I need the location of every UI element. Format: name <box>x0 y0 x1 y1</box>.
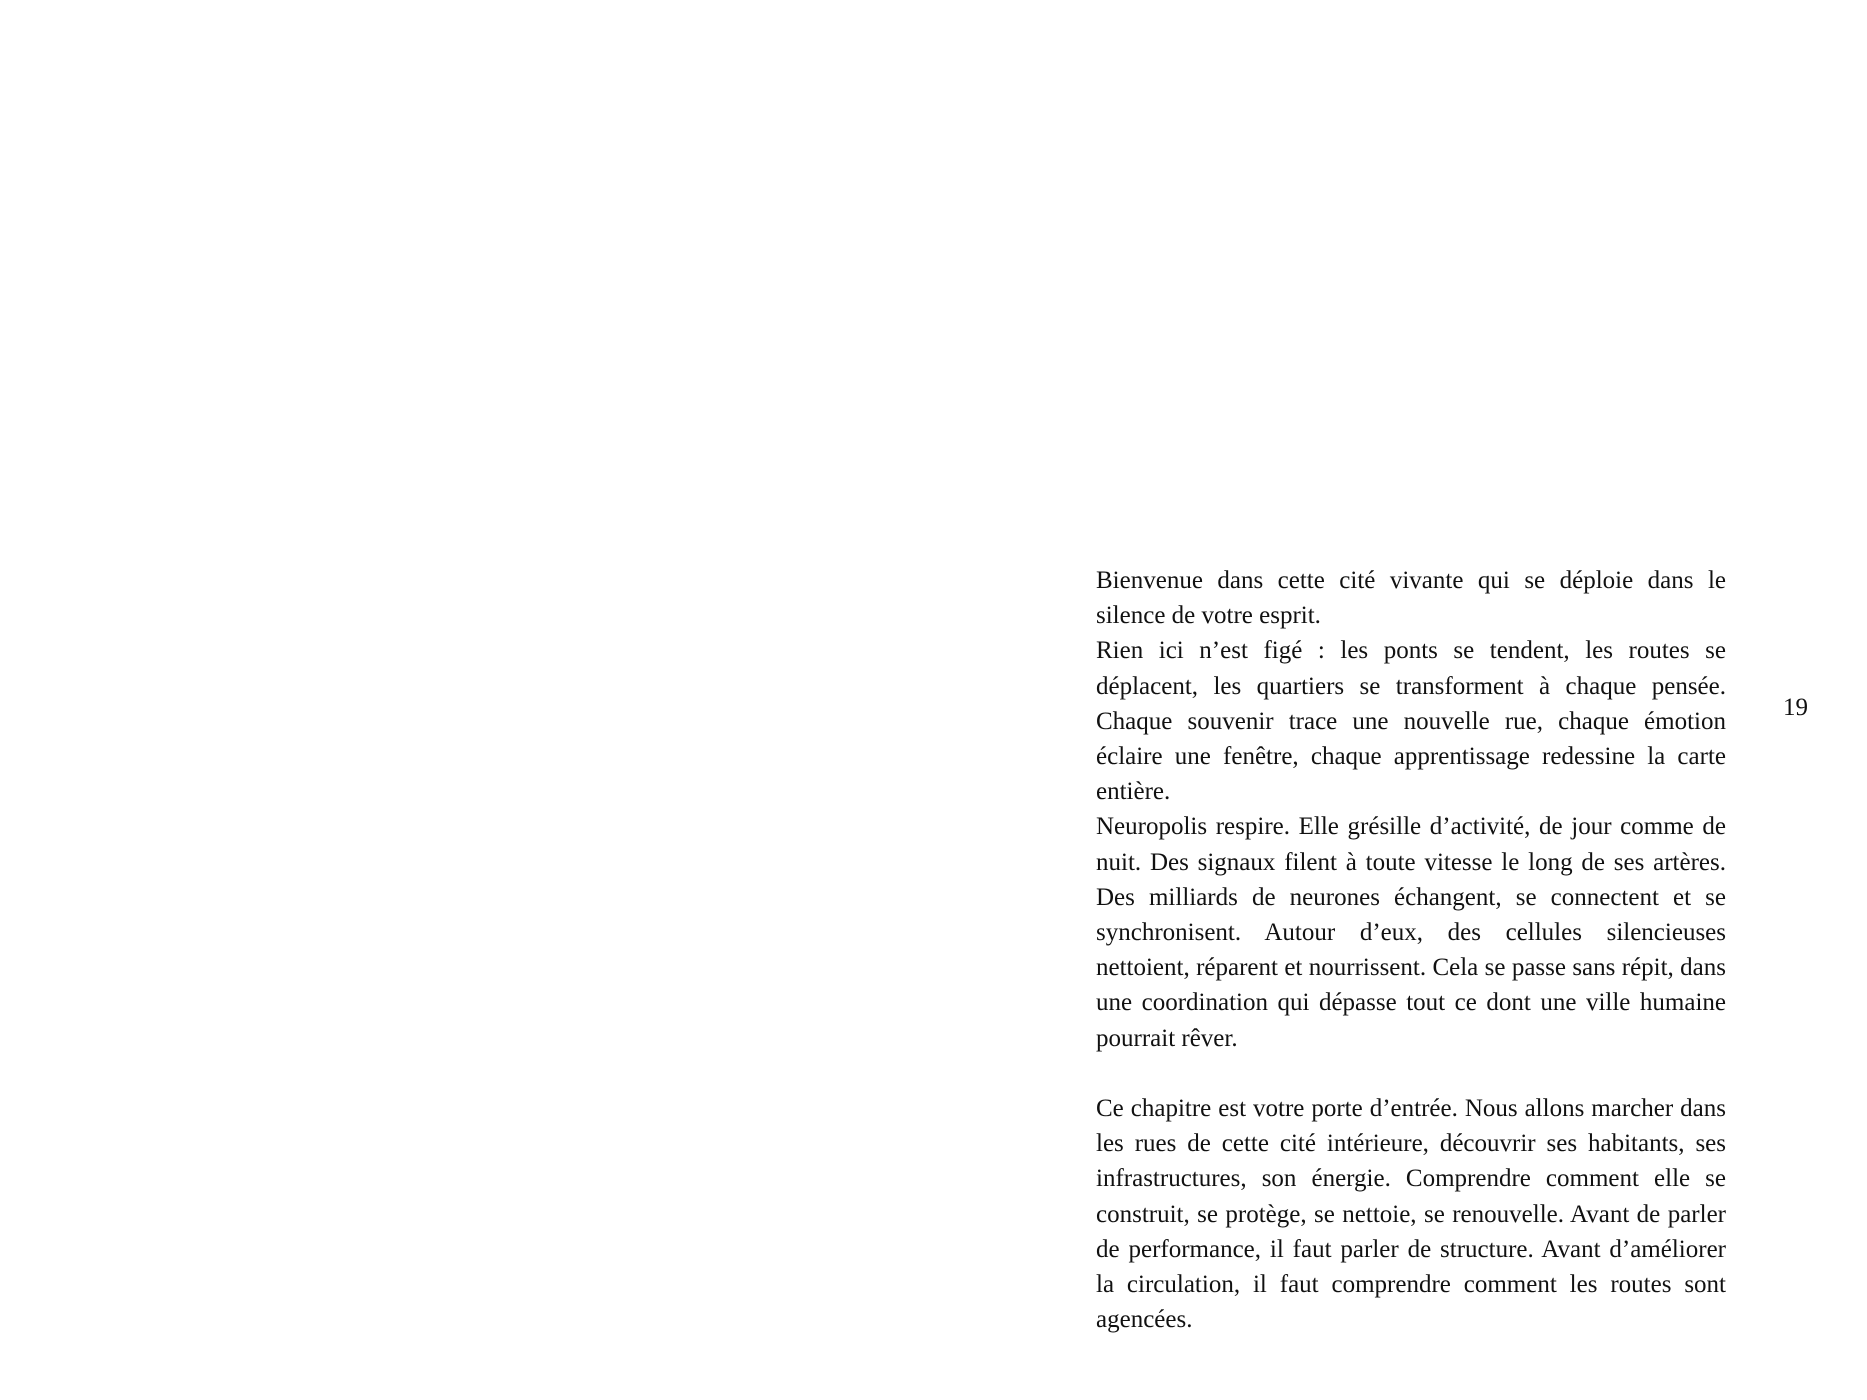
paragraph-spacer <box>1096 1056 1726 1091</box>
right-page <box>933 0 1867 1400</box>
paragraph-welcome: Bienvenue dans cette cité vivante qui se déploie dans le silence de votre esprit. <box>1096 567 1726 630</box>
paragraph-neuropolis: Neuropolis respire. Elle grésille d’activité, de jour comme de nuit. Des signaux filent à toute vitesse le long de ses artères. Des milliards de neurones échangent, se connectent et se synchronisent. Autour d’eux, des cellules silencieuses nettoient, réparent et nourrissent. Cela se passe sans répit, dans une coordination qui dépasse tout ce dont une ville humaine pourrait rêver. <box>1096 813 1726 1052</box>
page-number: 19 <box>1783 694 1808 721</box>
paragraph-nothing-fixed: Rien ici n’est figé : les ponts se tendent, les routes se déplacent, les quartiers se transforment à chaque pensée. Chaque souvenir trace une nouvelle rue, chaque émotion éclaire une fenêtre, chaque apprentissage redessine la carte entière. <box>1096 637 1726 806</box>
paragraph-chapter-intro: Ce chapitre est votre porte d’entrée. Nous allons marcher dans les rues de cette cité intérieure, découvrir ses habitants, ses infrastructures, son énergie. Comprendre comment elle se construit, se protège, se nettoie, se renouvelle. Avant de parler de performance, il faut parler de structure. Avant d’améliorer la circulation, il faut comprendre comment les routes sont agencées. <box>1096 1095 1726 1334</box>
left-page-blank <box>0 0 933 1400</box>
body-text <box>1096 563 1726 1337</box>
